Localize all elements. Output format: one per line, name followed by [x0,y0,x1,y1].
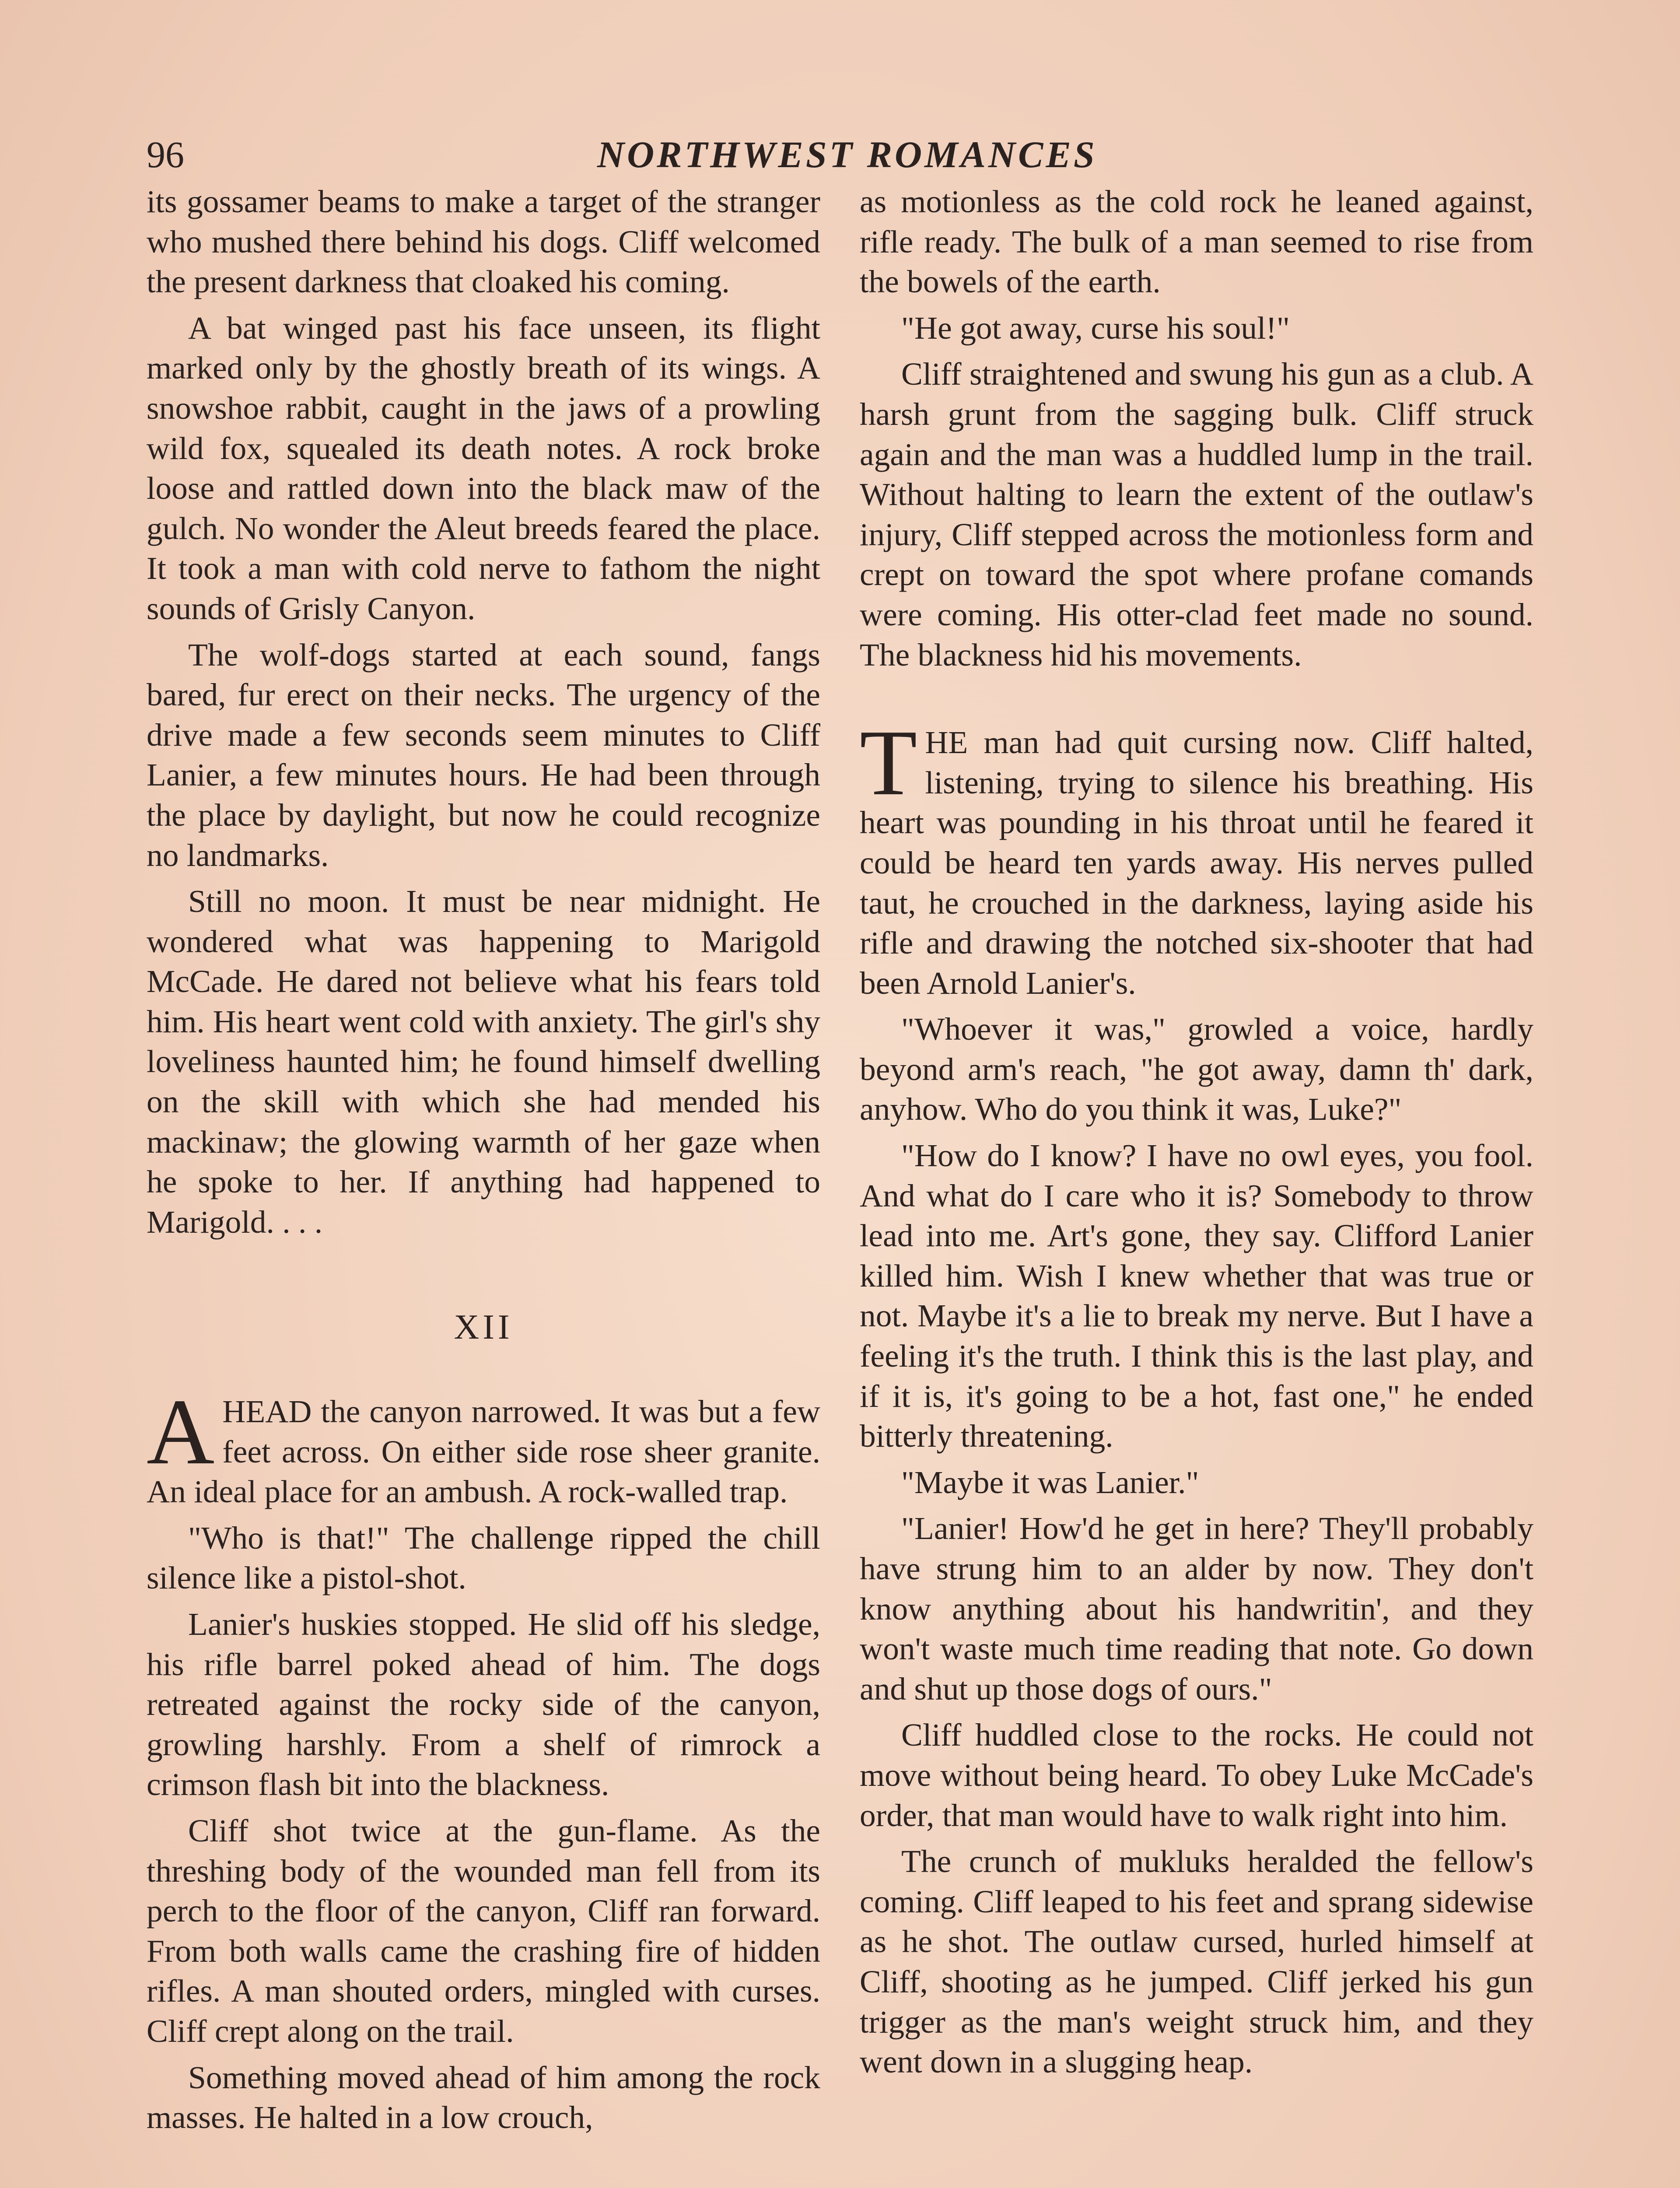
paragraph: "He got away, curse his soul!" [901,310,1290,346]
paragraph: The crunch of mukluks heralded the fellow's coming. Cliff leaped to his feet and sprang sidewise as he shot. The outlaw cursed, hurled himself at Cliff, shooting as he jumped. Cliff jerked his gun trigger as the man's weight struck him, and they went down in a slugging heap. [860,1844,1533,2080]
running-title: NORTHWEST ROMANCES [597,133,1097,175]
dropcap-paragraph [147,1379,820,1512]
paragraph: Cliff straightened and swung his gun as a club. A harsh grunt from the sagging bulk. Cliff struck again and the man was a huddled lump in the trail. Without halting to learn the extent of the outlaw's injury, Cliff stepped across the motionless form and crept on toward the spot where profane comands were coming. His otter-clad feet made no sound. The blackness hid his movements. [860,356,1533,673]
paragraph: A bat winged past his face unseen, its flight marked only by the ghostly breath of its wings. A snowshoe rabbit, caught in the jaws of a prowling wild fox, squealed its death notes. A rock broke loose and rattled down into the black maw of the gulch. No wonder the Aleut breeds feared the place. It took a man with cold nerve to fathom the night sounds of Grisly Canyon. [147,310,820,626]
page-number: 96 [147,133,184,175]
paragraph: Cliff huddled close to the rocks. He could not move without being heard. To obey Luke McCade's order, that man would have to walk right into him. [860,1717,1533,1833]
paragraph: "Maybe it was Lanier." [901,1464,1199,1500]
chapter-heading: XII [454,1308,513,1347]
section-break [860,681,1533,722]
paragraph: as motionless as the cold rock he leaned against, rifle ready. The bulk of a man seemed to rise from the bowels of the earth. [860,184,1533,300]
right-column [860,182,1533,2088]
paragraph: its gossamer beams to make a target of the stranger who mushed there behind his dogs. Cliff welcomed the present darkness that cloaked his coming. [147,184,820,300]
drop-cap-letter: A [147,1379,215,1484]
paragraph: "Whoever it was," growled a voice, hardly beyond arm's reach, "he got away, damn th' dark, anyhow. Who do you think it was, Luke?" [860,1011,1533,1127]
paragraph: Something moved ahead of him among the rock masses. He halted in a low crouch, [147,2059,820,2135]
paragraph: Lanier's huskies stopped. He slid off his sledge, his rifle barrel poked ahead of him. The dogs retreated against the rocky side of the canyon, growling harshly. From a shelf of rimrock a crimson flash bit into the blackness. [147,1606,820,1802]
paragraph-text: HE man had quit cursing now. Cliff halted, listening, trying to silence his breathing. His heart was pounding in his throat until he feared it could be heard ten yards away. His nerves pulled taut, he crouched in the darkness, laying aside his rifle and drawing the notched six-shooter that had been Arnold Lanier's. [860,725,1533,1001]
dropcap-paragraph [860,710,1533,1003]
paragraph: The wolf-dogs started at each sound, fangs bared, fur erect on their necks. The urgency of the drive made a few seconds seem minutes to Cliff Lanier, a few minutes hours. He had been through the place by daylight, but now he could recognize no landmarks. [147,637,820,873]
left-column [147,182,820,2144]
paragraph: "Who is that!" The challenge ripped the chill silence like a pistol-shot. [147,1520,820,1596]
drop-cap-letter: T [860,710,917,815]
paragraph: Still no moon. It must be near midnight. He wondered what was happening to Marigold McCade. He dared not believe what his fears told him. His heart went cold with anxiety. The girl's shy loveliness haunted him; he found himself dwelling on the skill with which she had mended his mackinaw; the glowing warmth of her gaze when he spoke to her. If anything had happened to Marigold. . . . [147,884,820,1240]
paragraph: "Lanier! How'd he get in here? They'll probably have strung him to an alder by now. They don't know anything about his handwritin', and they won't waste much time reading that note. Go down and shut up those dogs of ours." [860,1511,1533,1707]
paragraph: Cliff shot twice at the gun-flame. As the threshing body of the wounded man fell from its perch to the floor of the canyon, Cliff ran forward. From both walls came the crashing fire of hidden rifles. A man shouted orders, mingled with curses. Cliff crept along on the trail. [147,1813,820,2049]
paragraph-text: HEAD the canyon narrowed. It was but a few feet across. On either side rose sheer granite. An ideal place for an ambush. A rock-walled trap. [147,1394,820,1510]
paragraph: "How do I know? I have no owl eyes, you fool. And what do I care who it is? Somebody to throw lead into me. Art's gone, they say. Clifford Lanier killed him. Wish I knew whether that was true or not. Maybe it's a lie to break my nerve. But I have a feeling it's the truth. I think this is the last play, and if it is, it's going to be a hot, fast one," he ended bitterly threatening. [860,1138,1533,1454]
